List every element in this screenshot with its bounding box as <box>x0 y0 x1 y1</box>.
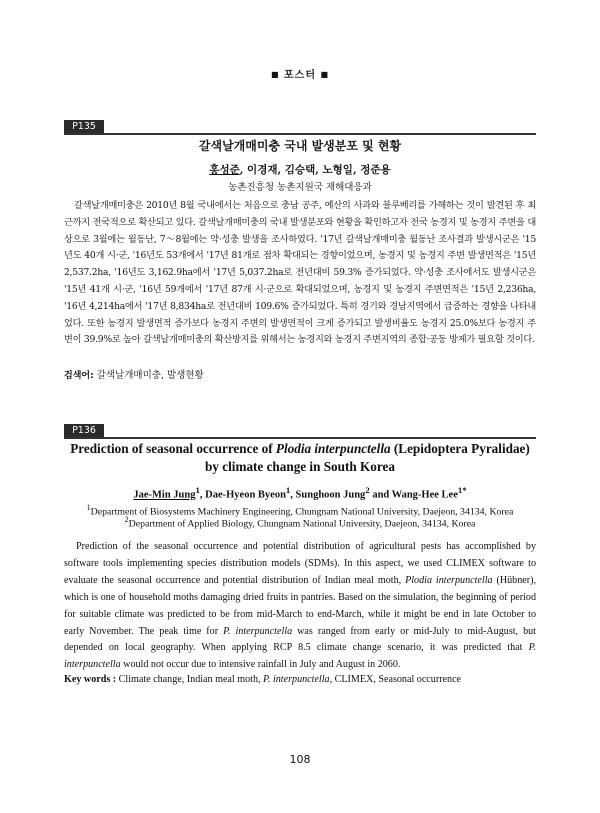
keywords-en <box>64 674 536 685</box>
keywords-text: 갈색날개매미충, 발생현황 <box>93 370 204 381</box>
species-name: P. interpunctella <box>64 642 536 671</box>
poster-title-en <box>70 440 530 476</box>
abstract-ko: 갈색날개매미충은 2010년 8월 국내에서는 처음으로 충남 공주, 예산의 사과와 블루베리를 가해하는 것이 발견된 후 최근까지 전국적으로 확산되고 있다. 갈색날개매미충의 국내 발생분포와 현황을 확인하고자 전국 농경지 및 농경지 주변을 대상으로 3월에는 월동난, 7～8월에는 약·성충 발생을 조사하였다. '17년 갈색날개매미충 월동난 조사결과 발생시군은 '15년도 40개 시·군, '16년도 53개에서 '17년 81개로 점차 확대되는 경향이었으며, 농경지 및 농경지 주변 발생면적은 '15년 2,537.2ha, '16년도 3,162.9ha에서 '17년 5,037.2ha로 전년대비 59.3% 증가되었다. 약·성충 조사에서도 발생시군은 '15년 41개 시·군, '16년 59개에서 '17년 87개 시·군으로 확대되었으며, 농경지 및 농경지 주변면적은 '15년 2,236ha, '16년 4,214ha에서 '17년 8,834ha로 전년대비 109.6% 증가되었다. 특히 경기와 경남지역에서 급증하는 경향을 나타내었다. 또한 농경지 발생면적 증가보다 농경지 주변의 발생면적이 크게 증가되고 발생비율도 농경지 25.0%보다 농경지 주변이 39.9%로 높아 갈색날개매미충의 확산방지를 위해서는 농경지와 농경지 주변지역의 종합·공동 방제가 필요할 것이다. <box>64 200 536 346</box>
bullet-square-icon: ■ <box>270 70 280 79</box>
title-species: Plodia interpunctella <box>275 441 391 456</box>
poster-tag-p135: P135 <box>64 120 104 134</box>
section-header <box>0 66 600 81</box>
author-sup: 1* <box>457 485 467 495</box>
author-name: , Sunghoon Jung <box>290 489 366 501</box>
abstract-en <box>64 539 536 674</box>
title-text: Prediction of seasonal occurrence of <box>70 441 276 456</box>
section-header-label: 포스터 <box>284 70 316 81</box>
author-sup: 2 <box>365 485 370 495</box>
authors-ko <box>64 162 536 177</box>
affiliation-text: Department of Applied Biology, Chungnam National University, Daejeon, 34134, Korea <box>128 518 476 530</box>
author-sup: 1 <box>195 485 200 495</box>
affiliation-ko: 농촌진흥청 농촌지원국 재해대응과 <box>228 182 372 193</box>
keywords-label: Key words : <box>64 674 117 685</box>
poster-title-ko: 갈색날개매미충 국내 발생분포 및 현황 <box>198 139 402 153</box>
authors-en <box>64 485 536 501</box>
presenter-name: 홍성준 <box>209 164 240 176</box>
coauthor-names: , 이경재, 김승택, 노형일, 정준용 <box>239 164 391 176</box>
poster-tag-p136: P136 <box>64 424 104 438</box>
abstract-text: would not occur due to intensive rainfall in July and August in 2060. <box>120 659 401 671</box>
affiliation-en-2 <box>64 515 536 529</box>
keywords-label: 검색어: <box>64 371 94 381</box>
keywords-ko <box>64 367 536 381</box>
title-text: (Lepidoptera Pyralidae) by climate change in South Korea <box>205 441 530 474</box>
abstract-text: Prediction of the seasonal occurrence and potential distribution of agricultural pests has accomplished by software tools implementing species distribution models (SDMs). In this aspect, we used CLIMEX software to evaluate the seasonal occurrence and potential distribution of Indian meal moth, <box>64 541 536 586</box>
keywords-species: P. interpunctella, <box>263 674 333 685</box>
abstract-text: (Hübner), which is one of household moths damaging dried fruits in pantries. Based on the simulation, the beginning of period for suitable climate was predicted to be from mid-March to end-March, while it might be end in late October to early November. The peak time for <box>64 574 536 637</box>
affiliation-sup: 1 <box>86 503 91 512</box>
affiliation-text: Department of Biosystems Machinery Engineering, Chungnam National University, Daejeon, 34134, Korea <box>90 506 514 518</box>
bullet-square-icon: ■ <box>320 70 330 79</box>
keywords-text: Climate change, Indian meal moth, <box>116 674 264 685</box>
author-sup: 1 <box>285 485 291 495</box>
affiliation-sup: 2 <box>124 515 129 524</box>
section-rule <box>64 437 536 439</box>
section-rule <box>64 133 536 135</box>
keywords-text: CLIMEX, Seasonal occurrence <box>332 674 462 685</box>
species-name: Plodia interpunctella <box>405 574 493 586</box>
species-name: P. interpunctella <box>223 625 293 637</box>
abstract-text: was ranged from early or mid-July to mid-August, but depended on local geography. When applying RCP 8.5 climate change scenario, it was predicted that <box>64 625 536 654</box>
author-name: , Dae-Hyeon Byeon <box>199 489 286 501</box>
author-name: and Wang-Hee Lee <box>369 489 458 501</box>
presenter-name: Jae-Min Jung <box>133 489 196 501</box>
page-number: 108 <box>289 753 311 766</box>
